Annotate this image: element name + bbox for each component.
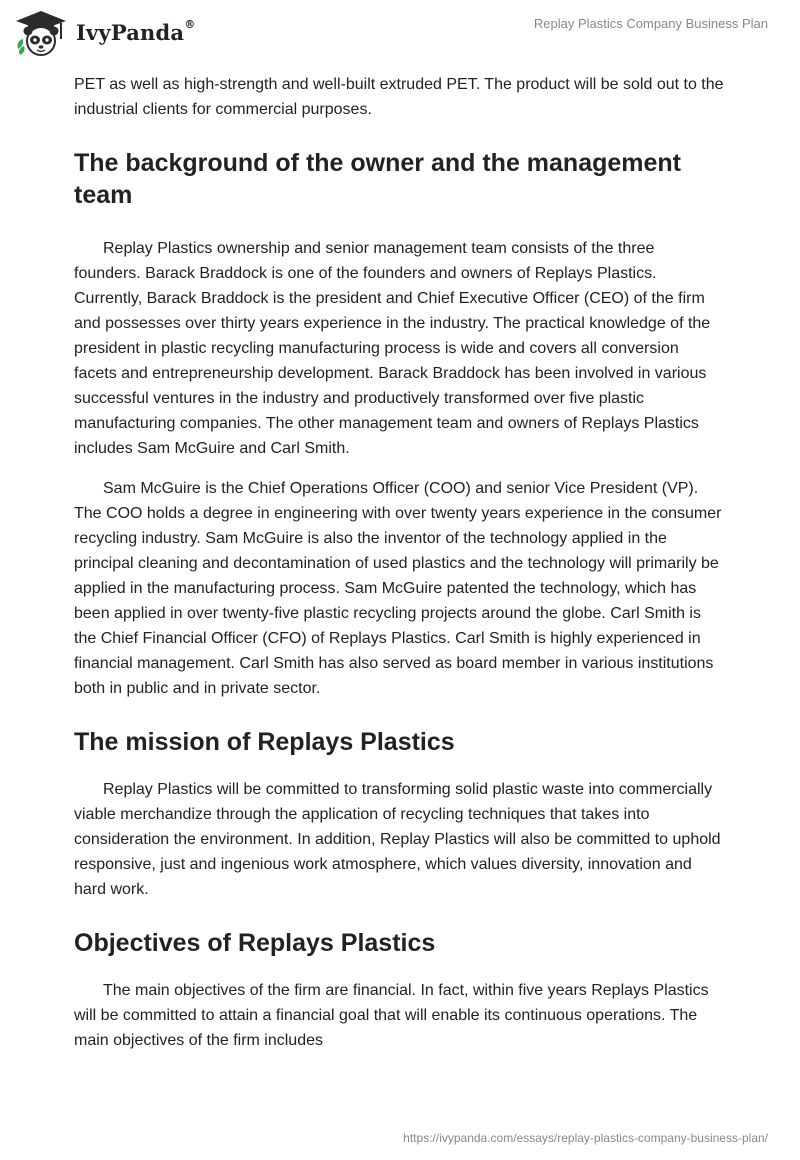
brand-name-text: IvyPanda xyxy=(76,20,185,45)
page-header xyxy=(0,0,800,66)
heading-mission: The mission of Replays Plastics xyxy=(74,728,455,756)
paragraph-background-1: Replay Plastics ownership and senior management team consists of the three founders. Barack Braddock is one of the founders and owners of Replays Plastics. Currently, Barack Braddock is the president and Chief Executive Officer (CEO) of the firm and possesses over thirty years experience in the industry. The practical knowledge of the president in plastic recycling manufacturing process is wide and covers all conversion facets and entrepreneurship development. Barack Braddock has been involved in various successful ventures in the industry and productively transformed over five plastic manufacturing companies. The other management team and owners of Replays Plastics includes Sam McGuire and Carl Smith. xyxy=(74,240,711,457)
source-url[interactable]: https://ivypanda.com/essays/replay-plastics-company-business-plan/ xyxy=(403,1131,768,1145)
panda-graduate-logo-icon[interactable] xyxy=(14,9,68,57)
paragraph-objectives: The main objectives of the firm are financial. In fact, within five years Replays Plastics will be committed to attain a financial goal that will enable its continuous operations. The main objectives of the firm includes xyxy=(74,982,709,1049)
heading-objectives: Objectives of Replays Plastics xyxy=(74,929,436,957)
document-title: Replay Plastics Company Business Plan xyxy=(533,16,768,31)
heading-background: The background of the owner and the management team xyxy=(74,149,682,209)
paragraph-intro-continued: PET as well as high-strength and well-built extruded PET. The product will be sold out to the industrial clients for commercial purposes. xyxy=(74,76,724,118)
paragraph-background-2: Sam McGuire is the Chief Operations Officer (COO) and senior Vice President (VP). The COO holds a degree in engineering with over twenty years experience in the consumer recycling industry. Sam McGuire is also the inventor of the technology applied in the principal cleaning and decontamination of used plastics and the technology will primarily be applied in the manufacturing process. Sam McGuire patented the technology, which has been applied in over twenty-five plastic recycling projects around the globe. Carl Smith is the Chief Financial Officer (CFO) of Replays Plastics. Carl Smith is highly experienced in financial management. Carl Smith has also served as board member in various institutions both in public and in private sector. xyxy=(74,480,722,697)
paragraph-mission: Replay Plastics will be committed to transforming solid plastic waste into commercially viable merchandize through the application of recycling techniques that takes into consideration the environment. In addition, Replay Plastics will also be committed to uphold responsive, just and ingenious work atmosphere, which values diversity, innovation and hard work. xyxy=(74,781,721,898)
registered-mark: ® xyxy=(184,18,196,31)
essay-content xyxy=(74,72,724,1053)
brand-name[interactable] xyxy=(76,20,195,45)
